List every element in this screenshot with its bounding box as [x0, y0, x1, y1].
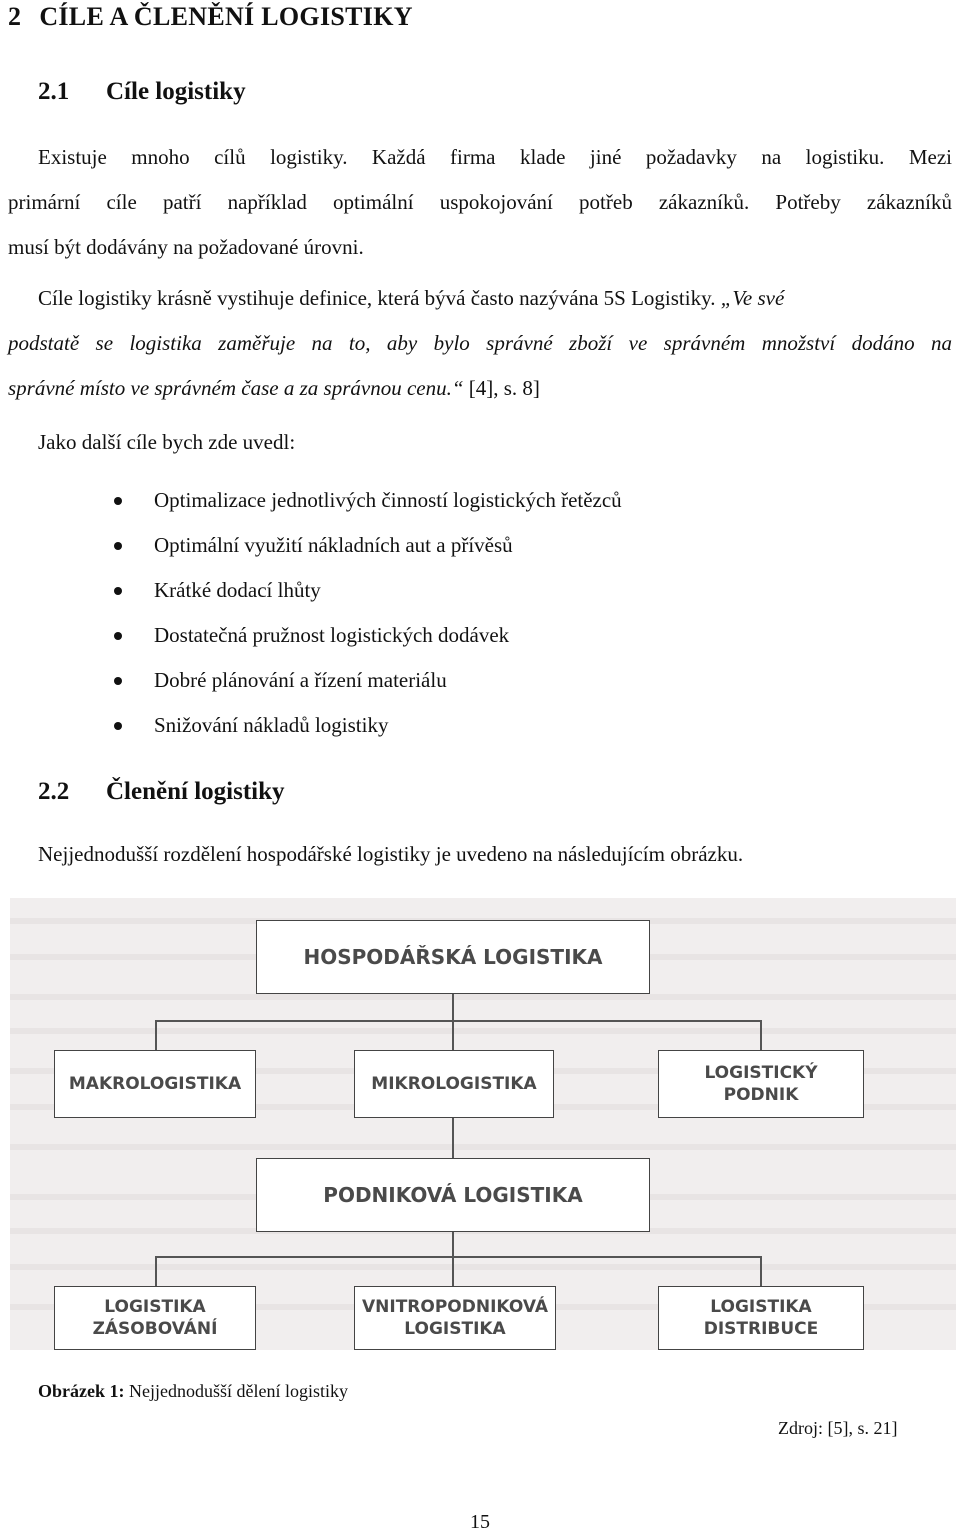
- list-item: [110, 703, 622, 748]
- chapter-heading: [8, 2, 413, 32]
- list-item-text: Snižování nákladů logistiky: [154, 713, 389, 737]
- chapter-title: CÍLE A ČLENĚNÍ LOGISTIKY: [39, 2, 413, 31]
- caption-text: Nejjednodušší dělení logistiky: [124, 1381, 348, 1401]
- diagram-box-logisticky-podnik: LOGISTICKÝ PODNIK: [658, 1050, 864, 1118]
- page-number: 15: [470, 1511, 490, 1533]
- section-heading-2-2: [38, 778, 285, 806]
- list-item: [110, 478, 622, 523]
- diagram-box-zasobovani: LOGISTIKA ZÁSOBOVÁNÍ: [54, 1286, 256, 1350]
- diagram-box-vnitropodnikova: VNITROPODNIKOVÁ LOGISTIKA: [354, 1286, 556, 1350]
- connector-line: [760, 1256, 762, 1288]
- section-paragraph: Nejjednodušší rozdělení hospodářské logistiky je uvedeno na následujícím obrázku.: [38, 842, 744, 866]
- bullet-icon: [114, 722, 122, 730]
- definition-text: Cíle logistiky krásně vystihuje definice, která bývá často nazývána 5S Logistiky.: [38, 286, 716, 310]
- connector-line: [452, 992, 454, 1022]
- connector-line: [155, 1020, 157, 1052]
- connector-line: [155, 1256, 760, 1258]
- chapter-number: 2: [8, 2, 22, 31]
- list-item: [110, 613, 622, 658]
- section-number: 2.1: [38, 78, 70, 105]
- list-item-text: Dostatečná pružnost logistických dodávek: [154, 623, 510, 647]
- connector-line: [452, 1116, 454, 1158]
- goals-list: [110, 478, 622, 748]
- citation: [4], s. 8]: [463, 376, 540, 400]
- quote-text: správné místo ve správném čase a za správnou cenu.“: [8, 376, 464, 400]
- paragraph-line: primární cíle patří například optimální uspokojování potřeb zákazníků. Potřeby zákazníků: [8, 190, 952, 214]
- connector-line: [452, 1256, 454, 1288]
- bullet-icon: [114, 587, 122, 595]
- list-item: [110, 658, 622, 703]
- list-item: [110, 568, 622, 613]
- quote-line: [8, 376, 540, 401]
- list-item-text: Optimalizace jednotlivých činností logistických řetězců: [154, 488, 622, 512]
- paragraph-line: musí být dodávány na požadované úrovni.: [8, 235, 364, 259]
- bullet-icon: [114, 632, 122, 640]
- list-item-text: Krátké dodací lhůty: [154, 578, 321, 602]
- figure-caption: [38, 1381, 348, 1402]
- connector-line: [760, 1020, 762, 1052]
- figure-source: Zdroj: [5], s. 21]: [778, 1418, 898, 1438]
- paragraph-line: Existuje mnoho cílů logistiky. Každá firma klade jiné požadavky na logistiku. Mezi: [38, 145, 952, 169]
- diagram-root-box: HOSPODÁŘSKÁ LOGISTIKA: [256, 920, 650, 994]
- list-item: [110, 523, 622, 568]
- list-intro: Jako další cíle bych zde uvedl:: [38, 430, 296, 454]
- section-title: Členění logistiky: [106, 778, 285, 805]
- bullet-icon: [114, 497, 122, 505]
- connector-line: [155, 1256, 157, 1288]
- diagram-box-mikrologistika: MIKROLOGISTIKA: [354, 1050, 554, 1118]
- quote-text: podstatě se logistika zaměřuje na to, aby bylo správné zboží ve správném množství dodáno na: [8, 331, 952, 355]
- connector-line: [452, 1020, 454, 1052]
- diagram-box-distribuce: LOGISTIKA DISTRIBUCE: [658, 1286, 864, 1350]
- bullet-icon: [114, 542, 122, 550]
- connector-line: [155, 1020, 760, 1022]
- bullet-icon: [114, 677, 122, 685]
- diagram-middle-box: PODNIKOVÁ LOGISTIKA: [256, 1158, 650, 1232]
- diagram-box-makrologistika: MAKROLOGISTIKA: [54, 1050, 256, 1118]
- section-number: 2.2: [38, 778, 70, 805]
- connector-line: [452, 1230, 454, 1258]
- definition-paragraph: [38, 286, 784, 311]
- list-item-text: Optimální využití nákladních aut a přívěsů: [154, 533, 513, 557]
- section-heading-2-1: [38, 78, 246, 106]
- section-title: Cíle logistiky: [106, 78, 246, 105]
- logistics-diagram: [10, 898, 956, 1350]
- list-item-text: Dobré plánování a řízení materiálu: [154, 668, 447, 692]
- caption-label: Obrázek 1:: [38, 1381, 125, 1401]
- quote-text: „Ve své: [715, 286, 785, 310]
